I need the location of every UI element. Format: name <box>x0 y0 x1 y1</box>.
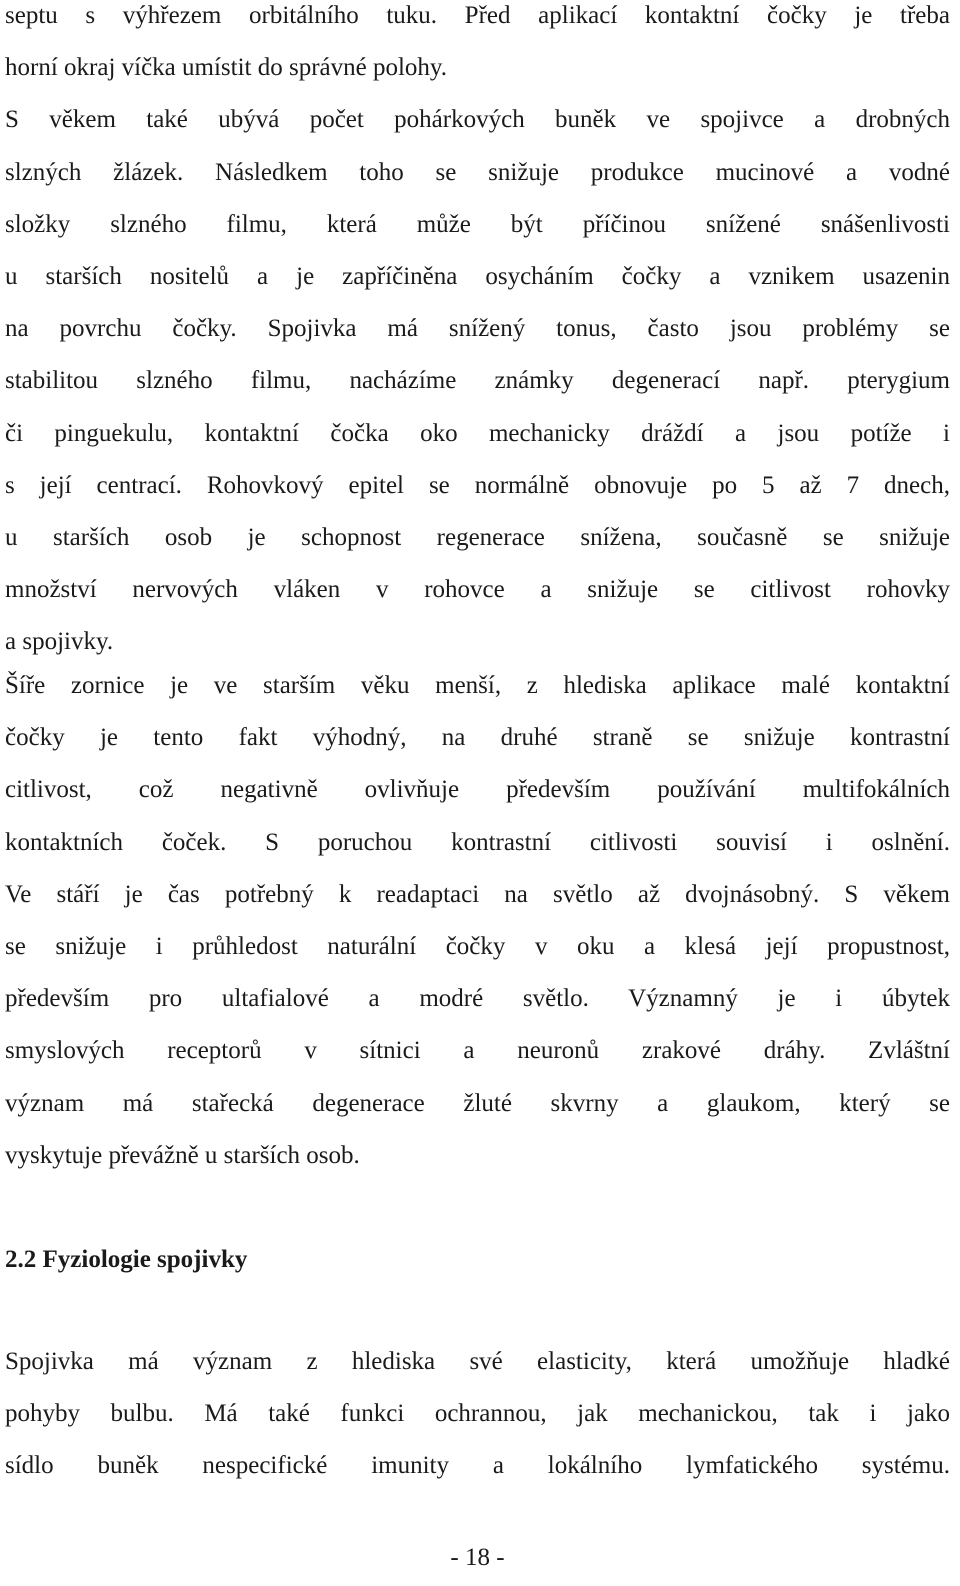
text-line: množství nervových vláken v rohovce a snižuje se citlivost rohovky <box>5 576 950 604</box>
paragraph-aging-eyelid-conjunctiva <box>5 0 950 668</box>
text-line: Spojivka má význam z hlediska své elasticity, která umožňuje hladké <box>5 1348 950 1375</box>
text-line: horní okraj víčka umístit do správné polohy. <box>5 54 448 82</box>
text-line: se snižuje i průhledost naturální čočky v oku a klesá její propustnost, <box>5 932 950 960</box>
text-line: a spojivky. <box>5 628 114 656</box>
text-line: či pinguekulu, kontaktní čočka oko mechanicky dráždí a jsou potíže i <box>5 419 950 447</box>
section-heading: 2.2 Fyziologie spojivky <box>5 1246 248 1273</box>
paragraph-pupil-and-lens <box>5 660 950 1182</box>
text-line: vyskytuje převážně u starších osob. <box>5 1141 360 1169</box>
text-line: význam má stařecká degenerace žluté skvrny a glaukom, který se <box>5 1089 950 1117</box>
text-line: sídlo buněk nespecifické imunity a lokálního lymfatického systému. <box>5 1452 950 1480</box>
text-line: kontaktních čoček. S poruchou kontrastní citlivosti souvisí i oslnění. <box>5 828 950 856</box>
text-line: u starších nositelů a je zapříčiněna osycháním čočky a vznikem usazenin <box>5 262 950 290</box>
text-line: především pro ultafialové a modré světlo. Významný je i úbytek <box>5 985 950 1013</box>
text-line: pohyby bulbu. Má také funkci ochrannou, jak mechanickou, tak i jako <box>5 1400 950 1428</box>
text-line: citlivost, což negativně ovlivňuje především používání multifokálních <box>5 776 950 804</box>
page-number: - 18 - <box>450 1544 505 1571</box>
text-line: u starších osob je schopnost regenerace snížena, současně se snižuje <box>5 523 950 551</box>
text-line: slzných žlázek. Následkem toho se snižuje produkce mucinové a vodné <box>5 158 950 186</box>
text-line: s její centrací. Rohovkový epitel se normálně obnovuje po 5 až 7 dnech, <box>5 471 950 499</box>
text-line: S věkem také ubývá počet pohárkových buněk ve spojivce a drobných <box>5 106 950 134</box>
text-line: složky slzného filmu, která může být příčinou snížené snášenlivosti <box>5 210 950 238</box>
paragraph-conjunctiva-physiology <box>5 1336 950 1493</box>
text-line: Ve stáří je čas potřebný k readaptaci na světlo až dvojnásobný. S věkem <box>5 880 950 908</box>
text-line: smyslových receptorů v sítnici a neuronů zrakové dráhy. Zvláštní <box>5 1037 950 1065</box>
text-line: septu s výhřezem orbitálního tuku. Před aplikací kontaktní čočky je třeba <box>5 2 950 29</box>
text-line: stabilitou slzného filmu, nacházíme známky degenerací např. pterygium <box>5 367 950 395</box>
text-line: Šíře zornice je ve starším věku menší, z hlediska aplikace malé kontaktní <box>5 672 950 699</box>
text-line: na povrchu čočky. Spojivka má snížený tonus, často jsou problémy se <box>5 315 950 343</box>
text-line: čočky je tento fakt výhodný, na druhé straně se snižuje kontrastní <box>5 724 950 752</box>
